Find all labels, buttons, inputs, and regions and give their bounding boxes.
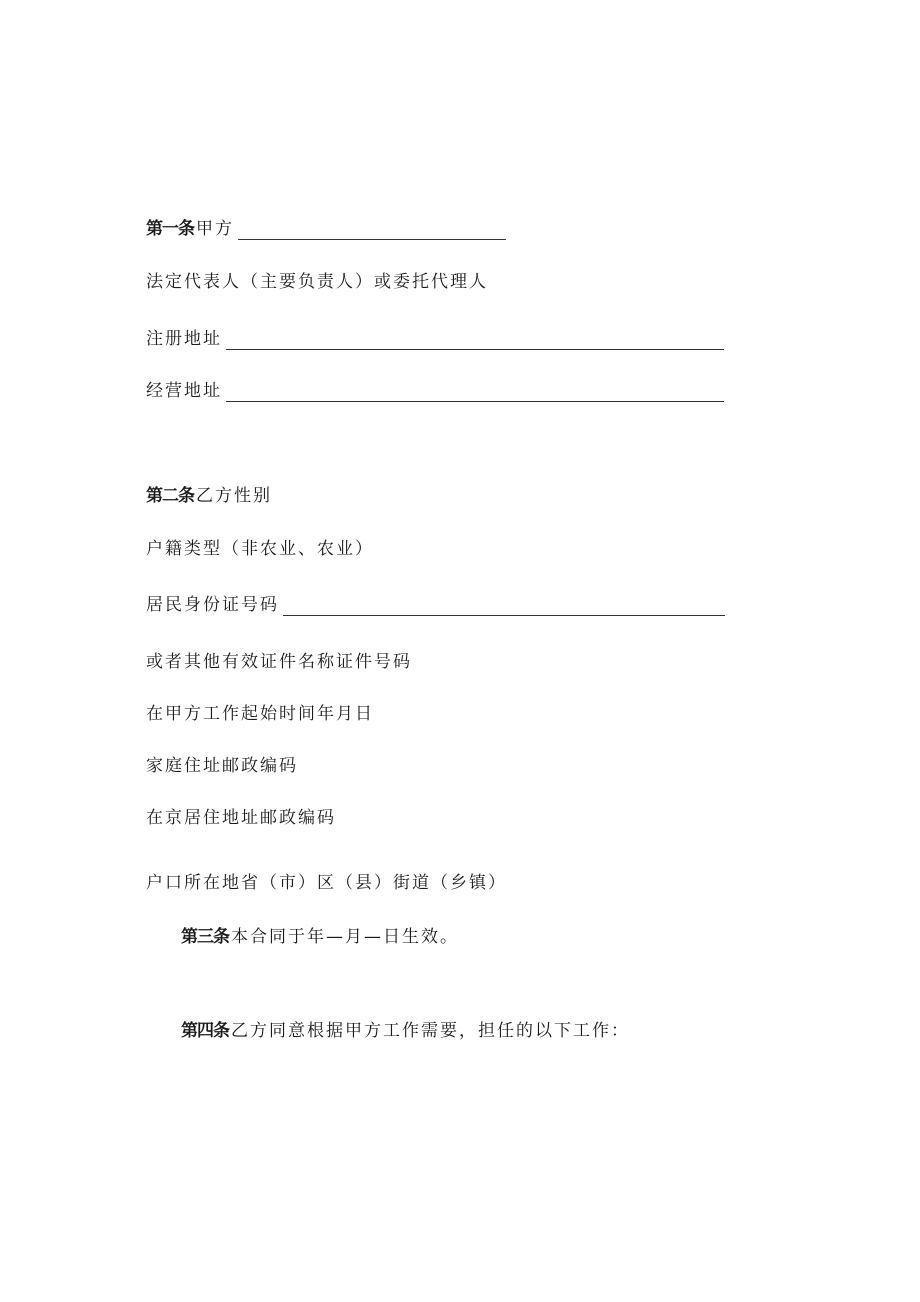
other-id-label: 或者其他有效证件名称证件号码	[146, 652, 412, 672]
party-a-label: 甲方	[196, 219, 234, 239]
business-address-label: 经营地址	[146, 381, 222, 401]
article3-heading: 第三条	[181, 927, 229, 947]
hukou-line	[146, 872, 507, 894]
beijing-address-line	[146, 807, 336, 829]
article2-heading: 第二条	[146, 486, 194, 506]
article4-text: 乙方同意根据甲方工作需要，担任的以下工作：	[231, 1021, 630, 1041]
article4-line	[181, 1020, 630, 1042]
party-a-blank[interactable]	[238, 223, 506, 240]
beijing-address-label: 在京居住地址邮政编码	[146, 808, 336, 828]
home-address-label: 家庭住址邮政编码	[146, 756, 298, 776]
article2-gender-line	[146, 485, 272, 507]
other-id-line	[146, 651, 412, 673]
id-number-line	[146, 594, 725, 616]
business-address-blank[interactable]	[226, 385, 724, 402]
party-b-gender-label: 乙方性别	[196, 486, 272, 506]
hukou-label: 户口所在地省（市）区（县）街道（乡镇）	[146, 873, 507, 893]
article3-text: 本合同于年—月—日生效。	[231, 927, 459, 947]
article4-heading: 第四条	[181, 1021, 229, 1041]
registered-address-blank[interactable]	[226, 333, 724, 350]
legal-rep-label: 法定代表人（主要负责人）或委托代理人	[146, 272, 488, 292]
article3-line	[181, 926, 459, 948]
registered-address-label: 注册地址	[146, 329, 222, 349]
household-type-line	[146, 538, 374, 560]
business-address-line	[146, 380, 724, 402]
article1-heading: 第一条	[146, 219, 194, 239]
id-number-blank[interactable]	[283, 599, 725, 616]
id-number-label: 居民身份证号码	[146, 595, 279, 615]
registered-address-line	[146, 328, 724, 350]
legal-rep-line	[146, 271, 488, 293]
article1-party-a-line	[146, 218, 506, 240]
home-address-line	[146, 755, 298, 777]
start-date-label: 在甲方工作起始时间年月日	[146, 704, 374, 724]
start-date-line	[146, 703, 374, 725]
household-type-label: 户籍类型（非农业、农业）	[146, 539, 374, 559]
